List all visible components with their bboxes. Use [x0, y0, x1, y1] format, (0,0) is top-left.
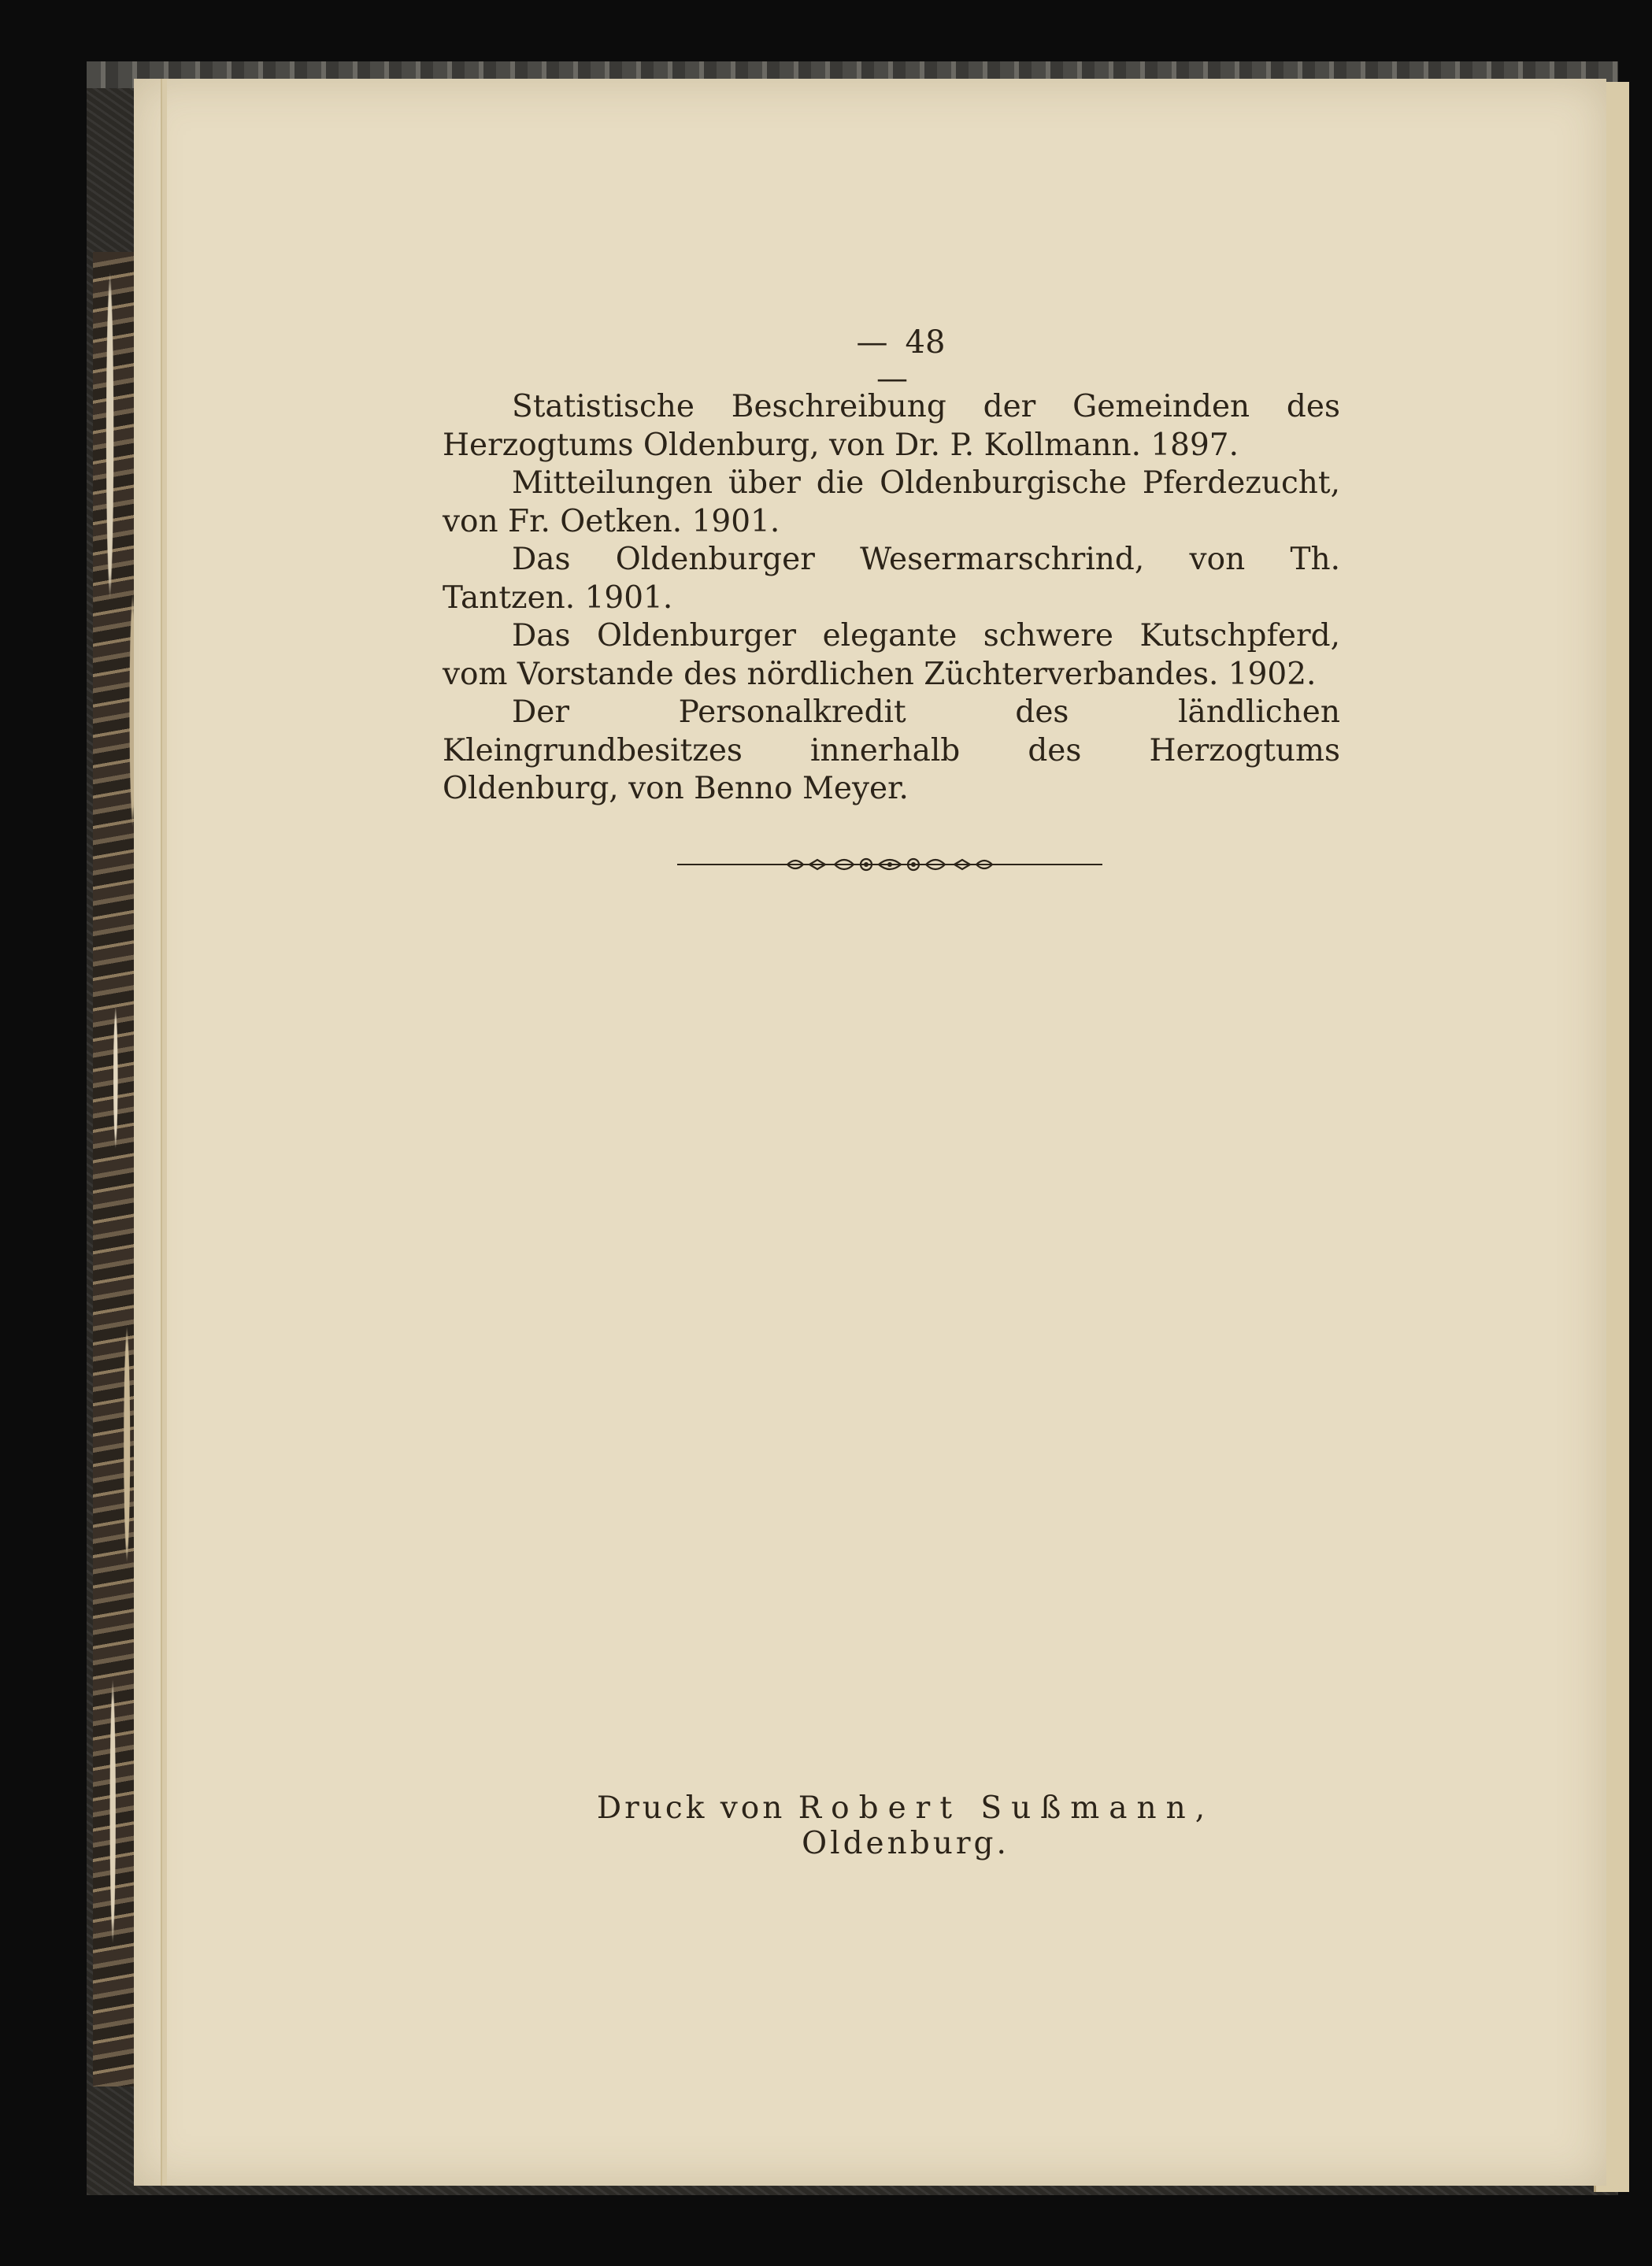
- publication-entry: Das Oldenburger Wesermarschrind, von Th. Tantzen. 1901.: [443, 542, 1340, 616]
- page-number: 48: [905, 324, 946, 361]
- printer-imprint: [551, 1790, 1260, 1861]
- gutter-fold: [161, 79, 167, 2186]
- imprint-prefix: Druck von: [596, 1790, 786, 1826]
- imprint-city: Oldenburg.: [802, 1826, 1009, 1861]
- page-number-line: [813, 324, 971, 397]
- decorative-ornament-divider: [677, 852, 1102, 877]
- publication-entry: Statistische Beschreibung der Gemeinden des Herzogtums Oldenburg, von Dr. P. Kollmann. 1897.: [443, 389, 1340, 463]
- page-number-dash-left: —: [856, 324, 888, 361]
- page-number-dash-right: —: [876, 361, 908, 397]
- publication-list: [443, 388, 1340, 809]
- publication-entry: Das Oldenburger elegante schwere Kutschpferd, vom Vorstande des nördlichen Züchterverbandes. 1902.: [443, 618, 1340, 692]
- publication-entry: Der Personalkredit des ländlichen Kleingrundbesitzes innerhalb des Herzogtums Oldenburg, von Benno Meyer.: [443, 694, 1340, 806]
- imprint-printer-name: Robert Sußmann,: [798, 1790, 1215, 1826]
- publication-entry: Mitteilungen über die Oldenburgische Pferdezucht, von Fr. Oetken. 1901.: [443, 465, 1340, 539]
